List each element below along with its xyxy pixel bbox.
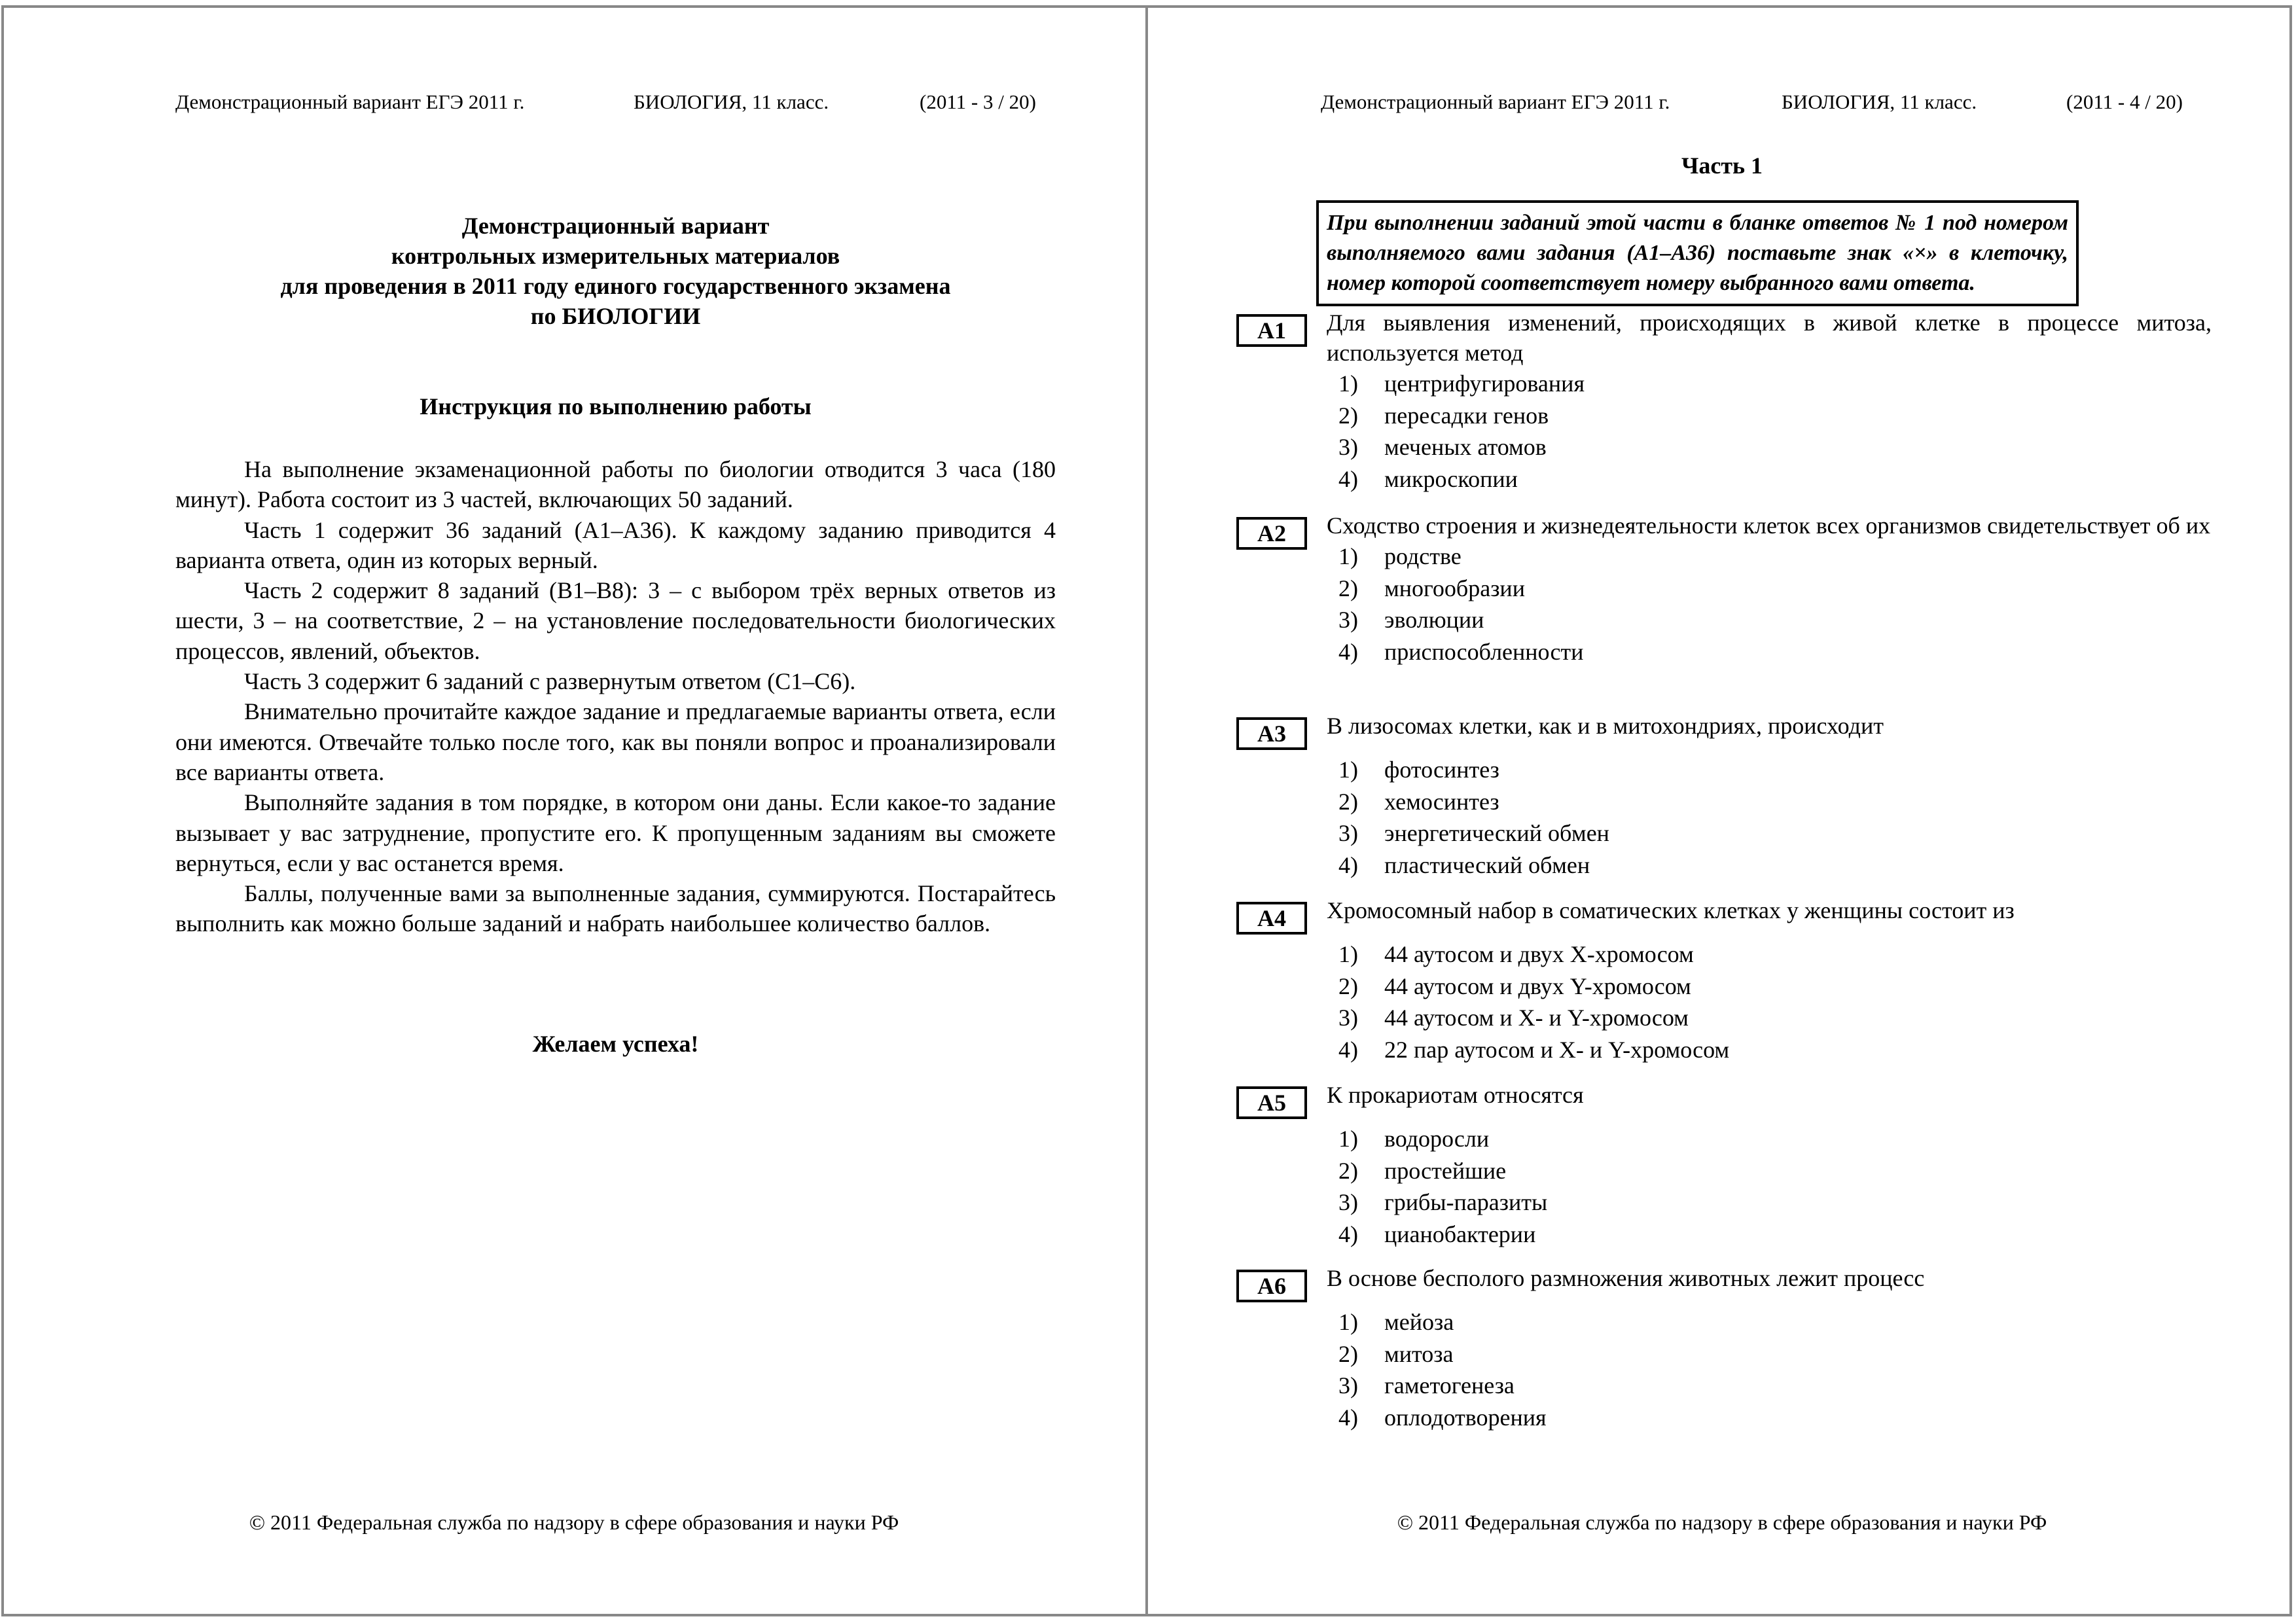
footer-copyright: © 2011 Федеральная служба по надзору в сфере образования и науки РФ [1397, 1510, 2047, 1534]
answer-option [1338, 541, 2212, 573]
option-number: 2) [1338, 972, 1358, 999]
question-a1 [1236, 308, 2212, 495]
answer-option [1338, 938, 2212, 971]
header-subject: БИОЛОГИЯ, 11 класс. [634, 90, 829, 113]
option-text: мейоза [1384, 1309, 1454, 1335]
question-text: К прокариотам относятся [1327, 1082, 1584, 1108]
title-line: Демонстрационный вариант [461, 213, 770, 239]
question-a4 [1236, 895, 2212, 1065]
option-text: грибы-паразиты [1384, 1189, 1548, 1215]
header-page-number: (2011 - 4 / 20) [2066, 90, 2183, 113]
option-number: 3) [1338, 1372, 1358, 1399]
header-variant: Демонстрационный вариант ЕГЭ 2011 г. [175, 90, 525, 113]
option-number: 4) [1338, 1404, 1358, 1431]
answer-option [1338, 817, 2212, 849]
option-text: центрифугирования [1384, 370, 1585, 397]
answer-option [1338, 1155, 2212, 1187]
option-number: 3) [1338, 1005, 1358, 1031]
header-subject: БИОЛОГИЯ, 11 класс. [1782, 90, 1977, 113]
instruction-paragraph: Часть 2 содержит 8 заданий (В1–В8): 3 – с выбором трёх верных ответов из шести, 3 – на соответствие, 2 – на установление последовательности биологических процессов, явлений, объектов. [175, 577, 1056, 664]
option-number: 1) [1338, 757, 1358, 783]
option-text: хемосинтез [1384, 788, 1499, 815]
answer-options [1338, 754, 2212, 881]
option-text: меченых атомов [1384, 434, 1547, 460]
question-a3 [1236, 711, 2212, 881]
answer-option [1338, 1002, 2212, 1034]
instruction-body [175, 454, 1056, 939]
answer-option [1338, 368, 2212, 400]
option-text: митоза [1384, 1340, 1454, 1367]
answer-options [1338, 368, 2212, 495]
question-text: Для выявления изменений, происходящих в живой клетке в процессе митоза, используется метод [1327, 310, 2212, 366]
option-text: водоросли [1384, 1126, 1490, 1152]
option-text: простейшие [1384, 1157, 1507, 1184]
instruction-paragraph: Часть 3 содержит 6 заданий с развернутым ответом (С1–С6). [244, 668, 856, 695]
option-text: 44 аутосом и двух X-хромосом [1384, 941, 1694, 967]
option-number: 2) [1338, 575, 1358, 601]
option-number: 4) [1338, 1221, 1358, 1247]
instruction-paragraph: Внимательно прочитайте каждое задание и предлагаемые варианты ответа, если они имеются. Отвечайте только после того, как вы поняли вопрос и проанализировали все варианты ответа. [175, 698, 1056, 785]
option-text: микроскопии [1384, 465, 1518, 492]
answer-options [1338, 541, 2212, 668]
option-text: оплодотворения [1384, 1404, 1547, 1431]
question-label: А6 [1236, 1270, 1307, 1302]
option-number: 1) [1338, 1126, 1358, 1152]
answer-option [1338, 400, 2212, 432]
option-number: 4) [1338, 638, 1358, 665]
option-text: цианобактерии [1384, 1221, 1536, 1247]
header-variant: Демонстрационный вариант ЕГЭ 2011 г. [1321, 90, 1670, 113]
question-text: Сходство строения и жизнедеятельности клеток всех организмов свидетельствует об их [1327, 512, 2211, 539]
instruction-paragraph: Часть 1 содержит 36 заданий (А1–А36). К каждому заданию приводится 4 варианта ответа, один из которых верный. [175, 516, 1056, 573]
question-a6 [1236, 1263, 2212, 1433]
question-label: А1 [1236, 314, 1307, 347]
instruction-paragraph: На выполнение экзаменационной работы по биологии отводится 3 часа (180 минут). Работа состоит из 3 частей, включающих 50 заданий. [175, 456, 1056, 513]
answer-option [1338, 1123, 2212, 1155]
question-label: А3 [1236, 717, 1307, 750]
option-text: энергетический обмен [1384, 820, 1609, 846]
answer-option [1338, 463, 2212, 495]
option-number: 4) [1338, 851, 1358, 878]
question-a2 [1236, 510, 2212, 668]
instruction-paragraph: Выполняйте задания в том порядке, в котором они даны. Если какое-то задание вызывает у вас затруднение, пропустите его. К пропущенным заданиям вы сможете вернуться, если у вас останется время. [175, 789, 1056, 876]
part-instruction-box: При выполнении заданий этой части в бланке ответов № 1 под номером выполняемого вами задания (А1–А36) поставьте знак «×» в клеточку, номер которой соответствует номеру выбранного вами ответа. [1316, 200, 2079, 306]
answer-option [1338, 1402, 2212, 1434]
answer-option [1338, 786, 2212, 818]
option-number: 2) [1338, 402, 1358, 429]
option-number: 2) [1338, 788, 1358, 815]
footer-copyright: © 2011 Федеральная служба по надзору в сфере образования и науки РФ [249, 1510, 899, 1534]
answer-option [1338, 636, 2212, 668]
option-number: 3) [1338, 434, 1358, 460]
answer-option [1338, 971, 2212, 1003]
option-number: 1) [1338, 370, 1358, 397]
question-label: А4 [1236, 902, 1307, 935]
answer-option [1338, 1186, 2212, 1219]
part-title: Часть 1 [1681, 152, 1763, 179]
answer-option [1338, 604, 2212, 636]
answer-option [1338, 849, 2212, 882]
option-number: 1) [1338, 543, 1358, 569]
answer-options [1338, 1306, 2212, 1433]
instruction-paragraph: Баллы, полученные вами за выполненные задания, суммируются. Постарайтесь выполнить как можно больше заданий и набрать наибольшее количество баллов. [175, 880, 1056, 937]
title-line: по БИОЛОГИИ [530, 303, 701, 329]
question-label: А2 [1236, 517, 1307, 550]
question-text: В лизосомах клетки, как и в митохондриях, происходит [1327, 713, 1884, 739]
answer-option [1338, 573, 2212, 605]
option-number: 2) [1338, 1340, 1358, 1367]
option-number: 3) [1338, 820, 1358, 846]
option-number: 2) [1338, 1157, 1358, 1184]
option-text: приспособленности [1384, 638, 1584, 665]
right-page [1148, 0, 2296, 1623]
option-number: 3) [1338, 1189, 1358, 1215]
option-text: 44 аутосом и двух Y-хромосом [1384, 972, 1691, 999]
instruction-title: Инструкция по выполнению работы [420, 393, 812, 419]
answer-options [1338, 1123, 2212, 1250]
option-text: гаметогенеза [1384, 1372, 1515, 1399]
answer-options [1338, 938, 2212, 1065]
option-text: 44 аутосом и X- и Y-хромосом [1384, 1005, 1689, 1031]
option-text: пластический обмен [1384, 851, 1590, 878]
answer-option [1338, 1338, 2212, 1370]
option-text: 22 пар аутосом и X- и Y-хромосом [1384, 1036, 1730, 1063]
option-text: пересадки генов [1384, 402, 1549, 429]
option-number: 1) [1338, 941, 1358, 967]
option-number: 4) [1338, 465, 1358, 492]
answer-option [1338, 1034, 2212, 1066]
option-number: 3) [1338, 607, 1358, 633]
answer-option [1338, 1219, 2212, 1251]
title-line: контрольных измерительных материалов [391, 243, 840, 269]
title-line: для проведения в 2011 году единого государственного экзамена [280, 273, 951, 299]
answer-option [1338, 1306, 2212, 1338]
option-number: 1) [1338, 1309, 1358, 1335]
closing-wish: Желаем успеха! [532, 1031, 699, 1057]
question-a5 [1236, 1080, 2212, 1250]
header-page-number: (2011 - 3 / 20) [920, 90, 1036, 113]
option-text: многообразии [1384, 575, 1525, 601]
question-text: Хромосомный набор в соматических клетках у женщины состоит из [1327, 897, 2015, 923]
question-text: В основе бесполого размножения животных лежит процесс [1327, 1265, 1925, 1291]
option-text: фотосинтез [1384, 757, 1499, 783]
document-title [175, 211, 1056, 331]
answer-option [1338, 754, 2212, 786]
answer-option [1338, 1370, 2212, 1402]
option-text: родстве [1384, 543, 1462, 569]
question-label: А5 [1236, 1086, 1307, 1119]
option-number: 4) [1338, 1036, 1358, 1063]
answer-option [1338, 431, 2212, 463]
option-text: эволюции [1384, 607, 1484, 633]
